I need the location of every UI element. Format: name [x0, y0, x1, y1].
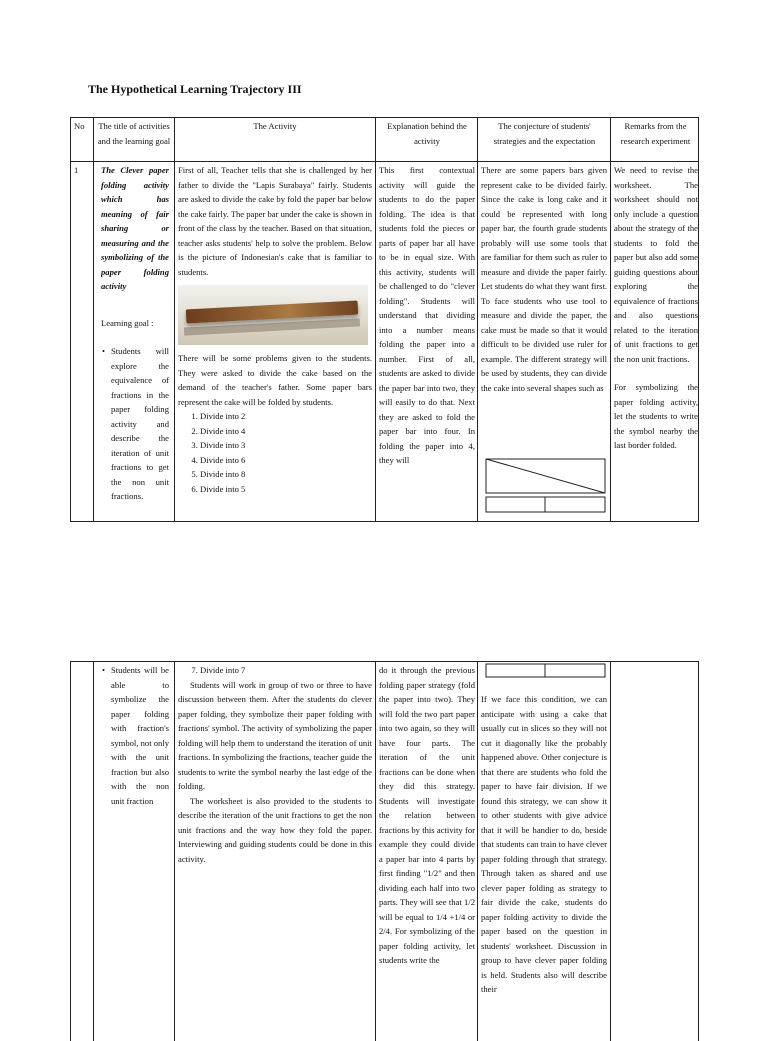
header-no: No	[74, 121, 85, 131]
folding-step: 3. Divide into 3	[200, 438, 372, 453]
header-explanation: Explanation behind the activity	[387, 121, 467, 146]
activity-cell	[178, 163, 372, 496]
trajectory-table-part-1	[70, 117, 699, 522]
learning-goal-item: • Students will be able to symbolize the paper folding with fraction's symbol, not only with the unit fraction but also with the non unit fraction	[111, 663, 169, 808]
explanation-cell: do it through the previous folding paper strategy (fold the paper into two). They will fold the two part paper into two again, so they will have four parts. The iteration of the unit fractions can be done when they did this strategy. Students will investigate the relation between fractions by this activity for example they could divide a paper bar into 4 parts by first finding "1/2" and then dividing each half into two parts. They will see that 1/2 will be equal to 1/4 +1/4 or 2/4. For symbolizing of the paper folding activity, let students write the	[379, 665, 475, 965]
activity-title: The Clever paper folding activity which has meaning of fair sharing or measuring and the symbolizing of the paper folding activity	[101, 165, 169, 291]
folding-step: 2. Divide into 4	[200, 424, 372, 439]
activity-paragraph: There will be some problems given to the students. They were asked to divide the cake based on the demand of the teacher's father. Some paper bars represent the cake will be folded by students.	[178, 353, 372, 407]
conjecture-text: If we face this condition, we can anticipate with using a cake that usually cut in slices so they will not cut it diagonally like the probably happened above. Other conjecture is that there are students who fold the paper to have fair division. If we found this strategy, we can show it to other students with give advice that it will be handier to do, beside that students can train to have clever paper folding through that strategy. Through taken as shared and use clever paper folding as strategy to fair divide the cake, students do paper folding activity to divide the paper based on the question in students' worksheet. Discussion in group to have clever paper folding is held. Students also will describe their	[481, 694, 607, 994]
row-number: 1	[74, 165, 79, 175]
header-activity: The Activity	[253, 121, 297, 131]
remarks-cell	[614, 163, 698, 453]
conjecture-text: There are some papers bars given represent cake to be divided fairly. Since the cake is long cake and it could be represented with long paper bar, the fourth grade students probably will use some tools that are familiar for them such as ruler to measure and divide the paper fairly. Let students do what they want first. To face students who use tool to measure and divide the paper, the cake must be made so that it would difficult to be divided use ruler for example. The different strategy will be used by students, they can divide the cake into several shapes such as	[481, 165, 607, 393]
header-remarks: Remarks from the research experiment	[620, 121, 691, 146]
conjecture-cell	[481, 163, 607, 395]
activity-paragraph: The worksheet is also provided to the students to describe the iteration of the unit fractions to get the non unit fractions and the way how they fold the paper. Interviewing and guiding students could be done in this activity.	[178, 795, 372, 864]
activity-paragraph: First of all, Teacher tells that she is challenged by her father to divide the "Lapis Surabaya" fairly. Students are asked to divide the cake by fold the paper bar below the cake fairly. The paper bar under the cake is shown in front of the class by the teacher. Based on that situation, teacher asks students' help to solve the problem. Below is the picture of Indonesian's cake that is familiar to students.	[178, 165, 372, 277]
header-title-and-goal: The title of activities and the learning goal	[97, 121, 171, 146]
title-goal-cell	[101, 163, 169, 504]
activity-paragraph: Students will work in group of two or three to have discussion between them. After the students do clever paper folding, they symbolize their paper folding with fractions' symbol. The activity of symbolizing the paper folding will help them to understand the iteration of unit fractions. In symbolizing the fractions, teacher guide the students to write the symbol nearby the last edge of the folding.	[178, 679, 372, 791]
diagonal-cut-line	[486, 459, 605, 493]
trajectory-table-part-2	[70, 661, 699, 1041]
explanation-cell: This first contextual activity will guide the students to do the paper folding. The idea is that students fold the pieces or parts of paper bar all have to be in equal size. With this activity, students will be challenged to do "clever folding". Students will understand that dividing into a number means folding the paper into a number. First of all, students are asked to divide the paper bar into two, they will easily to do that. Next they are asked to fold the paper bar into four. In folding the paper into 4, they will	[379, 165, 475, 465]
folding-step: 1. Divide into 2	[200, 409, 372, 424]
folding-step: 5. Divide into 8	[200, 467, 372, 482]
learning-goal-item: • Students will explore the equivalence of fractions in the paper folding activity and describe the iteration of unit fractions to get the non unit fractions.	[111, 344, 169, 504]
header-conjecture: The conjecture of students' strategies and the expectation	[493, 121, 596, 146]
folding-steps-list	[178, 409, 372, 496]
remarks-text: For symbolizing the paper folding activity, let the students to write the symbol nearby the last border folded.	[614, 382, 698, 450]
page-title: The Hypothetical Learning Trajectory III	[88, 82, 302, 96]
activity-cell	[178, 663, 372, 866]
split-bar-diagram	[485, 663, 607, 679]
diagonal-cut-diagram	[485, 458, 607, 514]
lapis-surabaya-cake-photo	[178, 285, 368, 345]
title-goal-cell	[101, 663, 169, 808]
folding-steps-list	[178, 663, 372, 678]
folding-step: 6. Divide into 5	[200, 482, 372, 497]
remarks-text: We need to revise the worksheet. The worksheet should not only include a question about the strategy of the students to fold the paper but also add some guiding questions about exploring the equivalence of fractions and also questions related to the iteration of unit fractions to get the non unit fractions.	[614, 165, 698, 364]
learning-goal-label: Learning goal :	[101, 317, 154, 328]
folding-step: 4. Divide into 6	[200, 453, 372, 468]
folding-step: 7. Divide into 7	[200, 663, 372, 678]
